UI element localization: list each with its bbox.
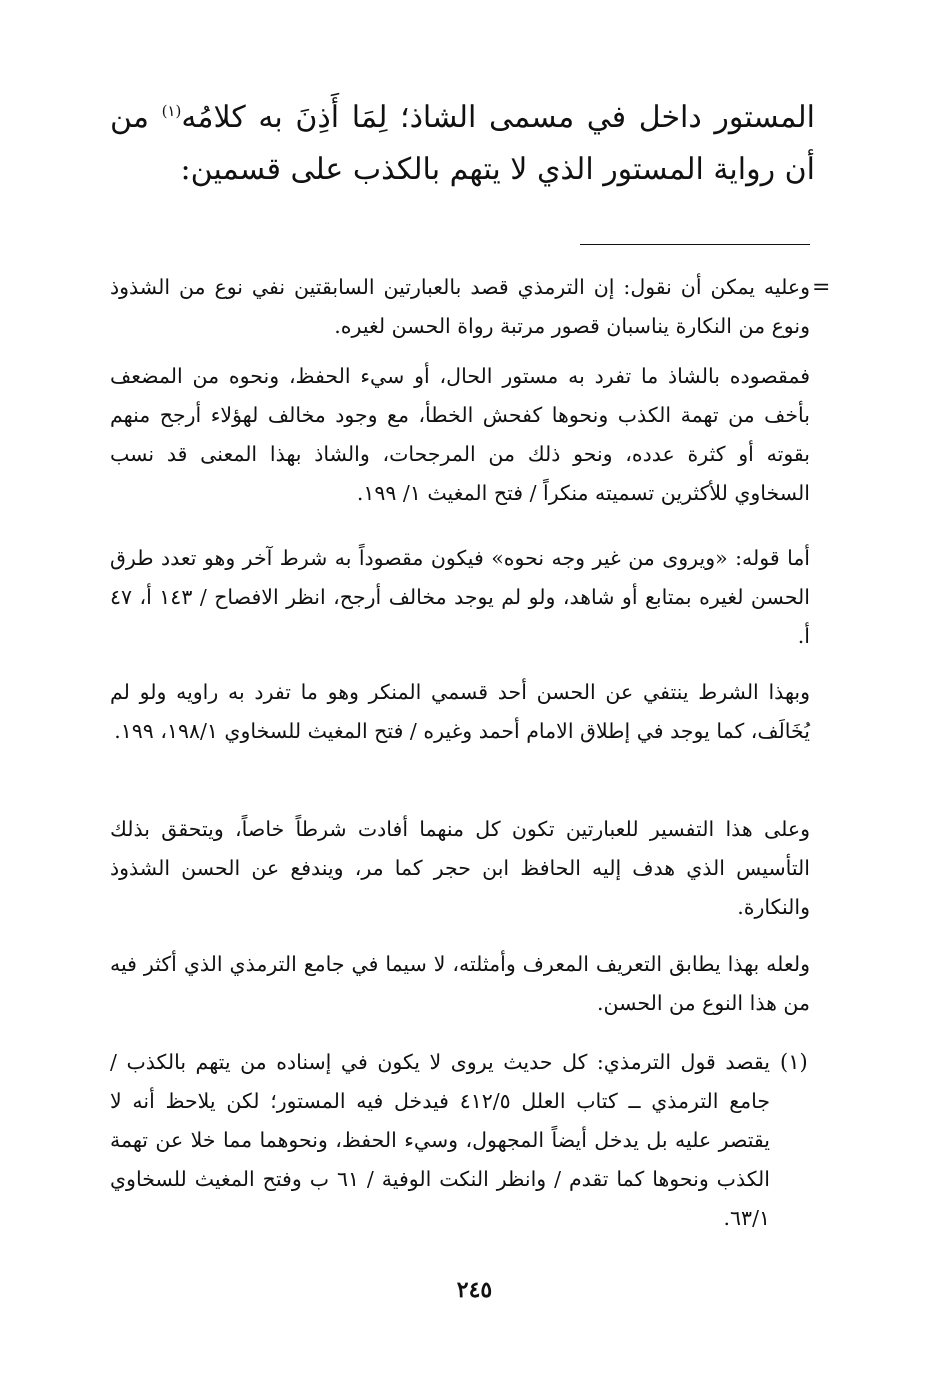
main-text-start: المستور داخل في مسمى الشاذ؛ لِمَا أَذِنَ به كلامُه bbox=[181, 100, 815, 135]
footnote-paragraph-1: وعليه يمكن أن نقول: إن الترمذي قصد بالعبارتين السابقتين نفي نوع من الشذوذ ونوع من النكارة يناسبان قصور مرتبة رواة الحسن لغيره. bbox=[110, 275, 810, 338]
footnote-paragraph-6: ولعله بهذا يطابق التعريف المعرف وأمثلته، لا سيما في جامع الترمذي الذي أكثر فيه من هذا النوع من الحسن. bbox=[110, 952, 810, 1015]
main-text bbox=[110, 92, 815, 196]
footnote-separator bbox=[580, 244, 810, 245]
footnote-1-text: يقصد قول الترمذي: كل حديث يروى لا يكون في إسناده من يتهم بالكذب / جامع الترمذي ــ كتاب العلل ٤١٢/٥ فيدخل فيه المستور؛ لكن يلاحظ أنه لا يقتصر عليه بل يدخل أيضاً المجهول، وسيء الحفظ، ونحوهما مما خلا عن تهمة الكذب ونحوها كما تقدم / وانظر النكت الوفية / ٦١ ب وفتح المغيث للسخاوي ٦٣/١. bbox=[110, 1050, 771, 1230]
footnote-paragraph-5: وعلى هذا التفسير للعبارتين تكون كل منهما أفادت شرطاً خاصاً، ويتحقق بذلك التأسيس الذي هدف إليه الحافظ ابن حجر كما مر، ويندفع عن الحسن الشذوذ والنكارة. bbox=[110, 817, 810, 919]
footnote-paragraph-3: أما قوله: «ويروى من غير وجه نحوه» فيكون مقصوداً به شرط آخر وهو تعدد طرق الحسن لغيره بمتابع أو شاهد، ولو لم يوجد مخالف أرجح، انظر الافصاح / ١٤٣ أ، ٤٧ أ. bbox=[110, 546, 810, 648]
footnote-paragraph-2: فمقصوده بالشاذ ما تفرد به مستور الحال، أو سيء الحفظ، ونحوه من المضعف بأخف من تهمة الكذب ونحوها كفحش الخطأ، مع وجود مخالف لهؤلاء أرجح منهم بقوته أو كثرة عدده، ونحو ذلك من المرجحات، والشاذ بهذا المعنى قد نسب السخاوي للأكثرين تسميته منكراً / فتح المغيث ١/ ١٩٩. bbox=[110, 364, 810, 505]
footnote-ref-1: (١) bbox=[161, 102, 182, 120]
main-text-end: من أن رواية المستور الذي لا يتهم بالكذب على قسمين: bbox=[110, 100, 815, 187]
page-number: ٢٤٥ bbox=[456, 1277, 493, 1303]
continuation-mark: = bbox=[812, 275, 831, 300]
footnote-number-1: (١) bbox=[780, 1050, 808, 1074]
footnote-paragraph-4: وبهذا الشرط ينتفي عن الحسن أحد قسمي المنكر وهو ما تفرد به راويه ولو لم يُخَالَف، كما يوجد في إطلاق الامام أحمد وغيره / فتح المغيث للسخاوي ١٩٨/١، ١٩٩. bbox=[110, 680, 810, 743]
